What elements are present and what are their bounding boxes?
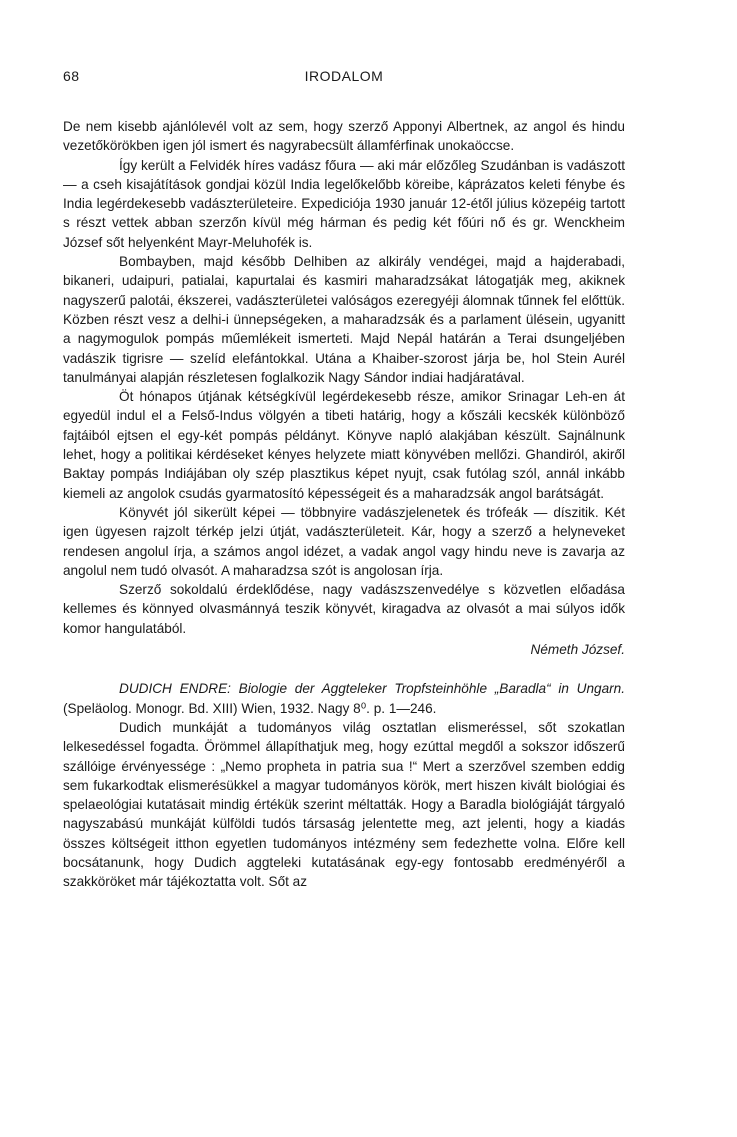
paragraph: Öt hónapos útjának kétségkívül legérdekesebb része, amikor Srinagar Leh-en át egyedül indul el a Felső-Indus völgyén a tibeti határig, hogy a kőszáli kecskék különböző fajtáiból ejtsen el egy-két pompás példányt. Könyve napló alakjában készült. Sajnálnunk lehet, hogy a politikai kérdéseket kényes helyzete miatt könyvében mellőzi. Ghandiról, akiről Baktay pompás Indiájában oly szép plasztikus képet nyujt, csak futólag szól, annál inkább kiemeli az angolok csudás gyarmatosító képességeit és a maharadzsák angol barátságát. [63, 389, 625, 501]
review-author: DUDICH ENDRE [119, 681, 228, 697]
review-separator: : [227, 681, 239, 697]
paragraph: Szerző sokoldalú érdeklődése, nagy vadászszenvedélye s közvetlen előadása kellemes és könnyed olvasmánnyá teszik könyvét, kiragadva az olvasót a mai súlyos idők komor hangulatából. [63, 582, 625, 636]
paragraph: De nem kisebb ajánlólevél volt az sem, hogy szerző Apponyi Albertnek, az angol és hindu vezetőkörökben igen jól ismert és nagyrabecsült államférfinak unokaöccse. [63, 119, 625, 154]
review-citation: (Speläolog. Monogr. Bd. XIII) Wien, 1932. Nagy 8⁰. p. 1—246. [63, 700, 437, 716]
review-book-title: Biologie der Aggteleker Tropfsteinhöhle „Baradla“ in Ungarn. [238, 681, 625, 697]
page-body [63, 117, 625, 892]
running-head: IRODALOM [304, 68, 384, 84]
paragraph: Bombayben, majd később Delhiben az alkirály vendégei, majd a hajderabadi, bikaneri, udaipuri, patialai, kapurtalai és kasmiri maharadzsákat látogatják meg, akiknek nagyszerű palotái, ékszerei, vadászterületei valóságos ezeregyéji álomnak tűnnek fel előttük. Közben részt vesz a delhi-i ünnepségeken, a maharadzsák és a parlament ülésein, ugyanitt a nagymogulok pompás műemlékeit ismerteti. Majd Nepál határán a Terai dsungeljében vadászik tigrisre — szelíd elefántokkal. Utána a Khaiber-szorost járja be, hol Stein Aurél tanulmányai alapján részletesen foglalkozik Nagy Sándor indiai hadjáratával. [63, 254, 625, 385]
review-heading [63, 679, 625, 718]
review-signature: Németh József. [530, 642, 625, 658]
page-header [63, 68, 625, 88]
paragraph: Könyvét jól sikerült képei — többnyire vadászjelenetek és trófeák — díszitik. Két igen ügyesen rajzolt térkép jelzi útját, vadászterületeit. Kár, hogy a szerző a helyneveket rendesen angolul írja, a számos angol idézet, a vadak angol vagy hindu neve is zavarja az angolul nem tudó olvasót. A maharadzsa szót is angolosan írja. [63, 504, 625, 578]
paragraph: Így került a Felvidék híres vadász főura — aki már előzőleg Szudánban is vadászott — a cseh kisajátítások gondjai közül India legelőkelőbb köreibe, káprázatos keleti fénybe és India legérdekesebb vadászterületeire. Expediciója 1930 január 12-étől július közepéig tartott s részt vettek abban szerzőn kívül még hárman és pedig két főúri nő és gr. Wenckheim József sőt helyenként Mayr-Meluhofék is. [63, 157, 625, 250]
page-number: 68 [63, 68, 80, 84]
paragraph: Dudich munkáját a tudományos világ osztatlan elismeréssel, sőt szokatlan lelkesedéssel fogadta. Örömmel állapíthatjuk meg, hogy ezúttal megdől a sokszor időszerű szállóige érvényessége : „Nemo propheta in patria sua !“ Mert a szerzővel szemben eddig sem fukarkodtak elismerésükkel a magyar tudományos körök, mert hiszen kivált biológiai és spelaeológiai kutatásait mindig értékük szerint méltatták. Hogy a Baradla biológiáját tárgyaló nagyszabású munkáját külföldi tudós társaság jelentette meg, azt jelenti, hogy a kiadás összes költségeit itthon egyetlen tudományos intézmény sem fedezhette volna. Előre kell bocsátanunk, hogy Dudich aggteleki kutatásának egy-egy fontosabb eredményéről a szakköröket már tájékoztatta volt. Sőt az [63, 719, 625, 890]
